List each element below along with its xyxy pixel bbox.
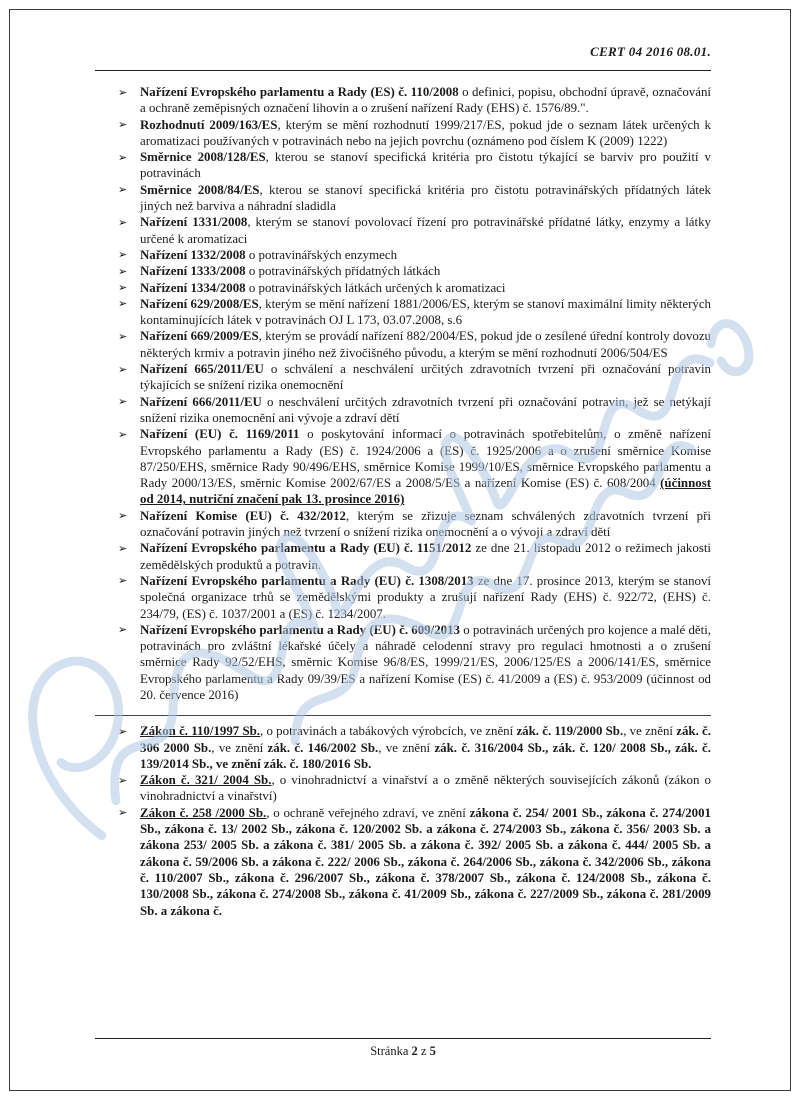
arrow-bullet-icon: ➢ [118, 541, 128, 555]
regulation-list [95, 84, 711, 1032]
text-segment: Nařízení (EU) č. 1169/2011 [140, 427, 300, 442]
list-item [95, 280, 711, 296]
list-item-text [140, 509, 711, 539]
list-item [95, 296, 711, 329]
text-segment: 2 [411, 1044, 418, 1058]
text-segment: Nařízení Evropského parlamentu a Rady (EU) č. 1308/2013 [140, 573, 474, 588]
text-segment: o potravinářských přídatných látkách [245, 264, 441, 279]
list-item-text [140, 773, 711, 803]
list-item [95, 182, 711, 215]
text-segment: Nařízení Evropského parlamentu a Rady (EU) č. 1151/2012 [140, 541, 472, 556]
text-segment: o poskytování informací o potravinách spotřebitelům, o změně nařízení Evropského parlamentu a Rady (ES) č. 1924/2006 a (ES) č. 1925/2006 a o zrušení směrnice Komise 87/250/EHS, směrnice Rady 90/496/EHS, směrnice Komise 1999/10/ES, směrnice Evropského parlamentu a Rady 2000/13/ES, směrnic Komise 2002/67/ES a 2008/5/ES a nařízení Komise (ES) č. 608/2004 [140, 427, 711, 491]
text-segment: 5 [429, 1044, 436, 1058]
arrow-bullet-icon: ➢ [118, 773, 128, 787]
list-item-text [140, 85, 711, 115]
text-segment: Nařízení 1331/2008 [140, 215, 248, 230]
arrow-bullet-icon: ➢ [118, 362, 128, 376]
list-item-text [140, 248, 397, 262]
arrow-bullet-icon: ➢ [118, 215, 128, 229]
arrow-bullet-icon: ➢ [118, 574, 128, 588]
text-segment: Nařízení 669/2009/ES [140, 329, 259, 344]
arrow-bullet-icon: ➢ [118, 264, 128, 278]
text-segment: zák. č. 316/2004 Sb., zák. č. 120/ 2008 Sb., zák. č. 139/2014 Sb., ve znění zák. č. 180/2016 Sb. [140, 740, 711, 771]
list-item [95, 772, 711, 805]
text-segment: o neschválení určitých zdravotních tvrzení při označování potravin, jež se netýkají snížení rizika onemocnění ani vývoje a zdraví dětí [140, 394, 711, 425]
text-segment: , kterým se provádí nařízení 882/2004/ES, pokud jde o zesílené úřední kontroly dovozu některých krmiv a potravin jiného než živočišného původu, a kterým se mění rozhodnutí 2006/504/ES [140, 329, 711, 360]
text-segment: Rozhodnutí 2009/163/ES [140, 117, 278, 132]
list-item-text [140, 541, 711, 571]
arrow-bullet-icon: ➢ [118, 724, 128, 738]
footer-rule [95, 1038, 711, 1039]
list-item [95, 508, 711, 541]
text-segment: Stránka [370, 1044, 412, 1058]
text-segment: , o potravinách a tabákových výrobcích, ve znění [260, 724, 517, 739]
section-divider [95, 715, 711, 716]
text-segment: , kterým se stanoví povolovací řízení pro potravinářské přídatné látky, enzymy a látky určené k aromatizaci [140, 215, 711, 246]
arrow-bullet-icon: ➢ [118, 427, 128, 441]
arrow-bullet-icon: ➢ [118, 329, 128, 343]
list-item [95, 394, 711, 427]
text-segment: , ve znění [378, 740, 435, 755]
list-item-text [140, 574, 711, 621]
arrow-bullet-icon: ➢ [118, 183, 128, 197]
text-segment: zák. č. 146/2002 Sb. [267, 740, 379, 755]
text-segment: , kterým se zřizuje seznam schválených zdravotních tvrzení při označování potravin jiných než tvrzení o snížení rizika onemocnění a o vývoji a zdraví dětí [140, 508, 711, 540]
list-item-text [140, 427, 711, 506]
text-segment: , o ochraně veřejného zdraví, ve znění [266, 805, 470, 820]
arrow-bullet-icon: ➢ [118, 806, 128, 820]
text-segment: o potravinách určených pro kojence a malé děti, potravinách pro zvláštní lékařské účely a náhradě celodenní stravy pro regulaci hmotnosti a o zrušení směrnice Rady 92/52/EHS, směrnic Komise 96/8/ES, 1999/21/ES, 2006/125/ES a 2006/141/ES, směrnice Evropského parlamentu a Rady 09/39/ES a nařízení Komise (ES) č. 41/2009 a (ES) č. 953/2009 (účinnost od 20. července 2016) [140, 622, 711, 702]
text-segment: , kterou se stanoví specifická kritéria pro čistotu potravinářských přídatných látek jiných než barviva a náhradní sladidla [140, 182, 711, 214]
list-item [95, 573, 711, 622]
text-segment: (účinnost od 2014, nutriční značení pak 13. prosince 2016) [140, 476, 711, 507]
text-segment: o definici, popisu, obchodní úpravě, označování a ochraně zeměpisných označení lihovin a o zrušení nařízení Rady (EHS) č. 1576/89.". [140, 85, 711, 116]
text-segment: Zákon č. 258 /2000 Sb. [140, 805, 267, 820]
text-segment: Nařízení 1334/2008 [140, 280, 246, 295]
list-item-text [140, 264, 440, 278]
list-item-text [140, 623, 711, 702]
text-segment: , o vinohradnictví a vinařství a o změně některých souvisejících zákonů (zákon o vinohradnictví a vinařství) [140, 773, 711, 804]
text-segment: Nařízení Evropského parlamentu a Rady (EU) č. 609/2013 [140, 622, 460, 637]
arrow-bullet-icon: ➢ [118, 85, 128, 99]
page-header: CERT 04 2016 08.01. [590, 44, 711, 59]
text-segment: zák. č. 119/2000 Sb. [516, 724, 624, 739]
text-segment: z [417, 1044, 430, 1058]
text-segment: zákona č. 254/ 2001 Sb., zákona č. 274/2001 Sb., zákona č. 13/ 2002 Sb., zákona č. 120/2002 Sb. a zákona č. 274/2003 Sb., zákona č. 356/ 2003 Sb. a zákona 253/ 2005 Sb. a zákona č. 381/ 2005 Sb. a zákona č. 392/ 2005 Sb. a zákona č. 444/ 2005 Sb. a zákona č. 59/2006 Sb. a zákona č. 222/ 2006 Sb., zákona č. 264/2006 Sb., zákona č. 342/2006 Sb., zákona č. 110/2007 Sb., zákona č. 296/2007 Sb., zákona č. 378/2007 Sb., zákona č. 124/2008 Sb., zákona č. 130/2008 Sb., zákona č. 274/2008 Sb., zákona č. 41/2009 Sb., zákona č. 227/2009 Sb., zákona č. 281/2009 Sb. a zákona č. [140, 805, 711, 918]
text-segment: , kterým se mění rozhodnutí 1999/217/ES, pokud jde o seznam látek určených k aromatizaci používaných v potravinách nebo na jejich povrchu (oznámeno pod číslem K (2009) 1222) [140, 117, 711, 148]
list-item [95, 84, 711, 117]
list-item-text [140, 281, 505, 295]
text-segment: ze dne 21. listopadu 2012 o režimech jakosti zemědělských produktů a potravin. [140, 541, 711, 572]
list-item [95, 723, 711, 772]
header-rule [95, 70, 711, 71]
text-segment: o schválení a neschválení určitých zdravotních tvrzení při označování potravin týkajících se snížení rizika onemocnění [140, 362, 711, 393]
list-item-text [140, 150, 711, 180]
list-item-text [140, 297, 711, 327]
list-item [95, 328, 711, 361]
list-item [95, 426, 711, 507]
list-item-text [140, 362, 711, 392]
arrow-bullet-icon: ➢ [118, 281, 128, 295]
text-segment: zák. č. 306 2000 Sb. [140, 724, 711, 755]
arrow-bullet-icon: ➢ [118, 395, 128, 409]
text-segment: , kterým se mění nařízení 1881/2006/ES, kterým se stanoví maximální limity některých kontaminujících látek v potravinách OJ L 173, 03.07.2008, s.6 [140, 296, 711, 328]
text-segment: Nařízení Evropského parlamentu a Rady (ES) č. 110/2008 [140, 85, 459, 99]
text-segment: , kterou se stanoví specifická kritéria pro čistotu týkající se barviv pro použití v potravinách [140, 150, 711, 181]
list-item [95, 214, 711, 247]
list-item [95, 361, 711, 394]
list-item [95, 622, 711, 703]
text-segment: Nařízení Komise (EU) č. 432/2012 [140, 508, 346, 523]
list-item [95, 540, 711, 573]
arrow-bullet-icon: ➢ [118, 623, 128, 637]
list-item [95, 805, 711, 919]
text-segment: Směrnice 2008/128/ES [140, 150, 266, 165]
list-item-text [140, 395, 711, 425]
text-segment: Zákon č. 110/1997 Sb. [140, 724, 261, 739]
list-item-text [140, 329, 711, 359]
text-segment: Nařízení 666/2011/EU [140, 394, 262, 409]
text-segment: Nařízení 1333/2008 [140, 264, 246, 279]
list-item-text [140, 118, 711, 148]
text-segment: o potravinářských enzymech [245, 247, 398, 262]
list-item-text [140, 724, 711, 771]
list-item [95, 263, 711, 279]
footer-text [95, 1044, 711, 1059]
text-segment: Zákon č. 321/ 2004 Sb. [140, 773, 272, 788]
list-item [95, 247, 711, 263]
arrow-bullet-icon: ➢ [118, 248, 128, 262]
list-item-text [140, 215, 711, 245]
text-segment: Směrnice 2008/84/ES [140, 182, 260, 197]
text-segment: Nařízení 1332/2008 [140, 247, 246, 262]
list-item [95, 149, 711, 182]
text-segment: Nařízení 665/2011/EU [140, 362, 264, 377]
arrow-bullet-icon: ➢ [118, 150, 128, 164]
text-segment: , ve znění [211, 740, 268, 755]
list-item-text [140, 806, 711, 918]
list-item [95, 117, 711, 150]
arrow-bullet-icon: ➢ [118, 509, 128, 523]
text-segment: Nařízení 629/2008/ES [140, 296, 259, 311]
arrow-bullet-icon: ➢ [118, 297, 128, 311]
text-segment: , ve znění [623, 724, 677, 739]
list-item-text [140, 183, 711, 213]
text-segment: ze dne 17. prosince 2013, kterým se stanoví společná organizace trhů se zemědělskými produkty a zrušují nařízení Rady (EHS) č. 922/72, (EHS) č. 234/79, (ES) č. 1037/2001 a (ES) č. 1234/2007. [140, 573, 711, 621]
arrow-bullet-icon: ➢ [118, 118, 128, 132]
text-segment: o potravinářských látkách určených k aromatizaci [245, 280, 506, 295]
